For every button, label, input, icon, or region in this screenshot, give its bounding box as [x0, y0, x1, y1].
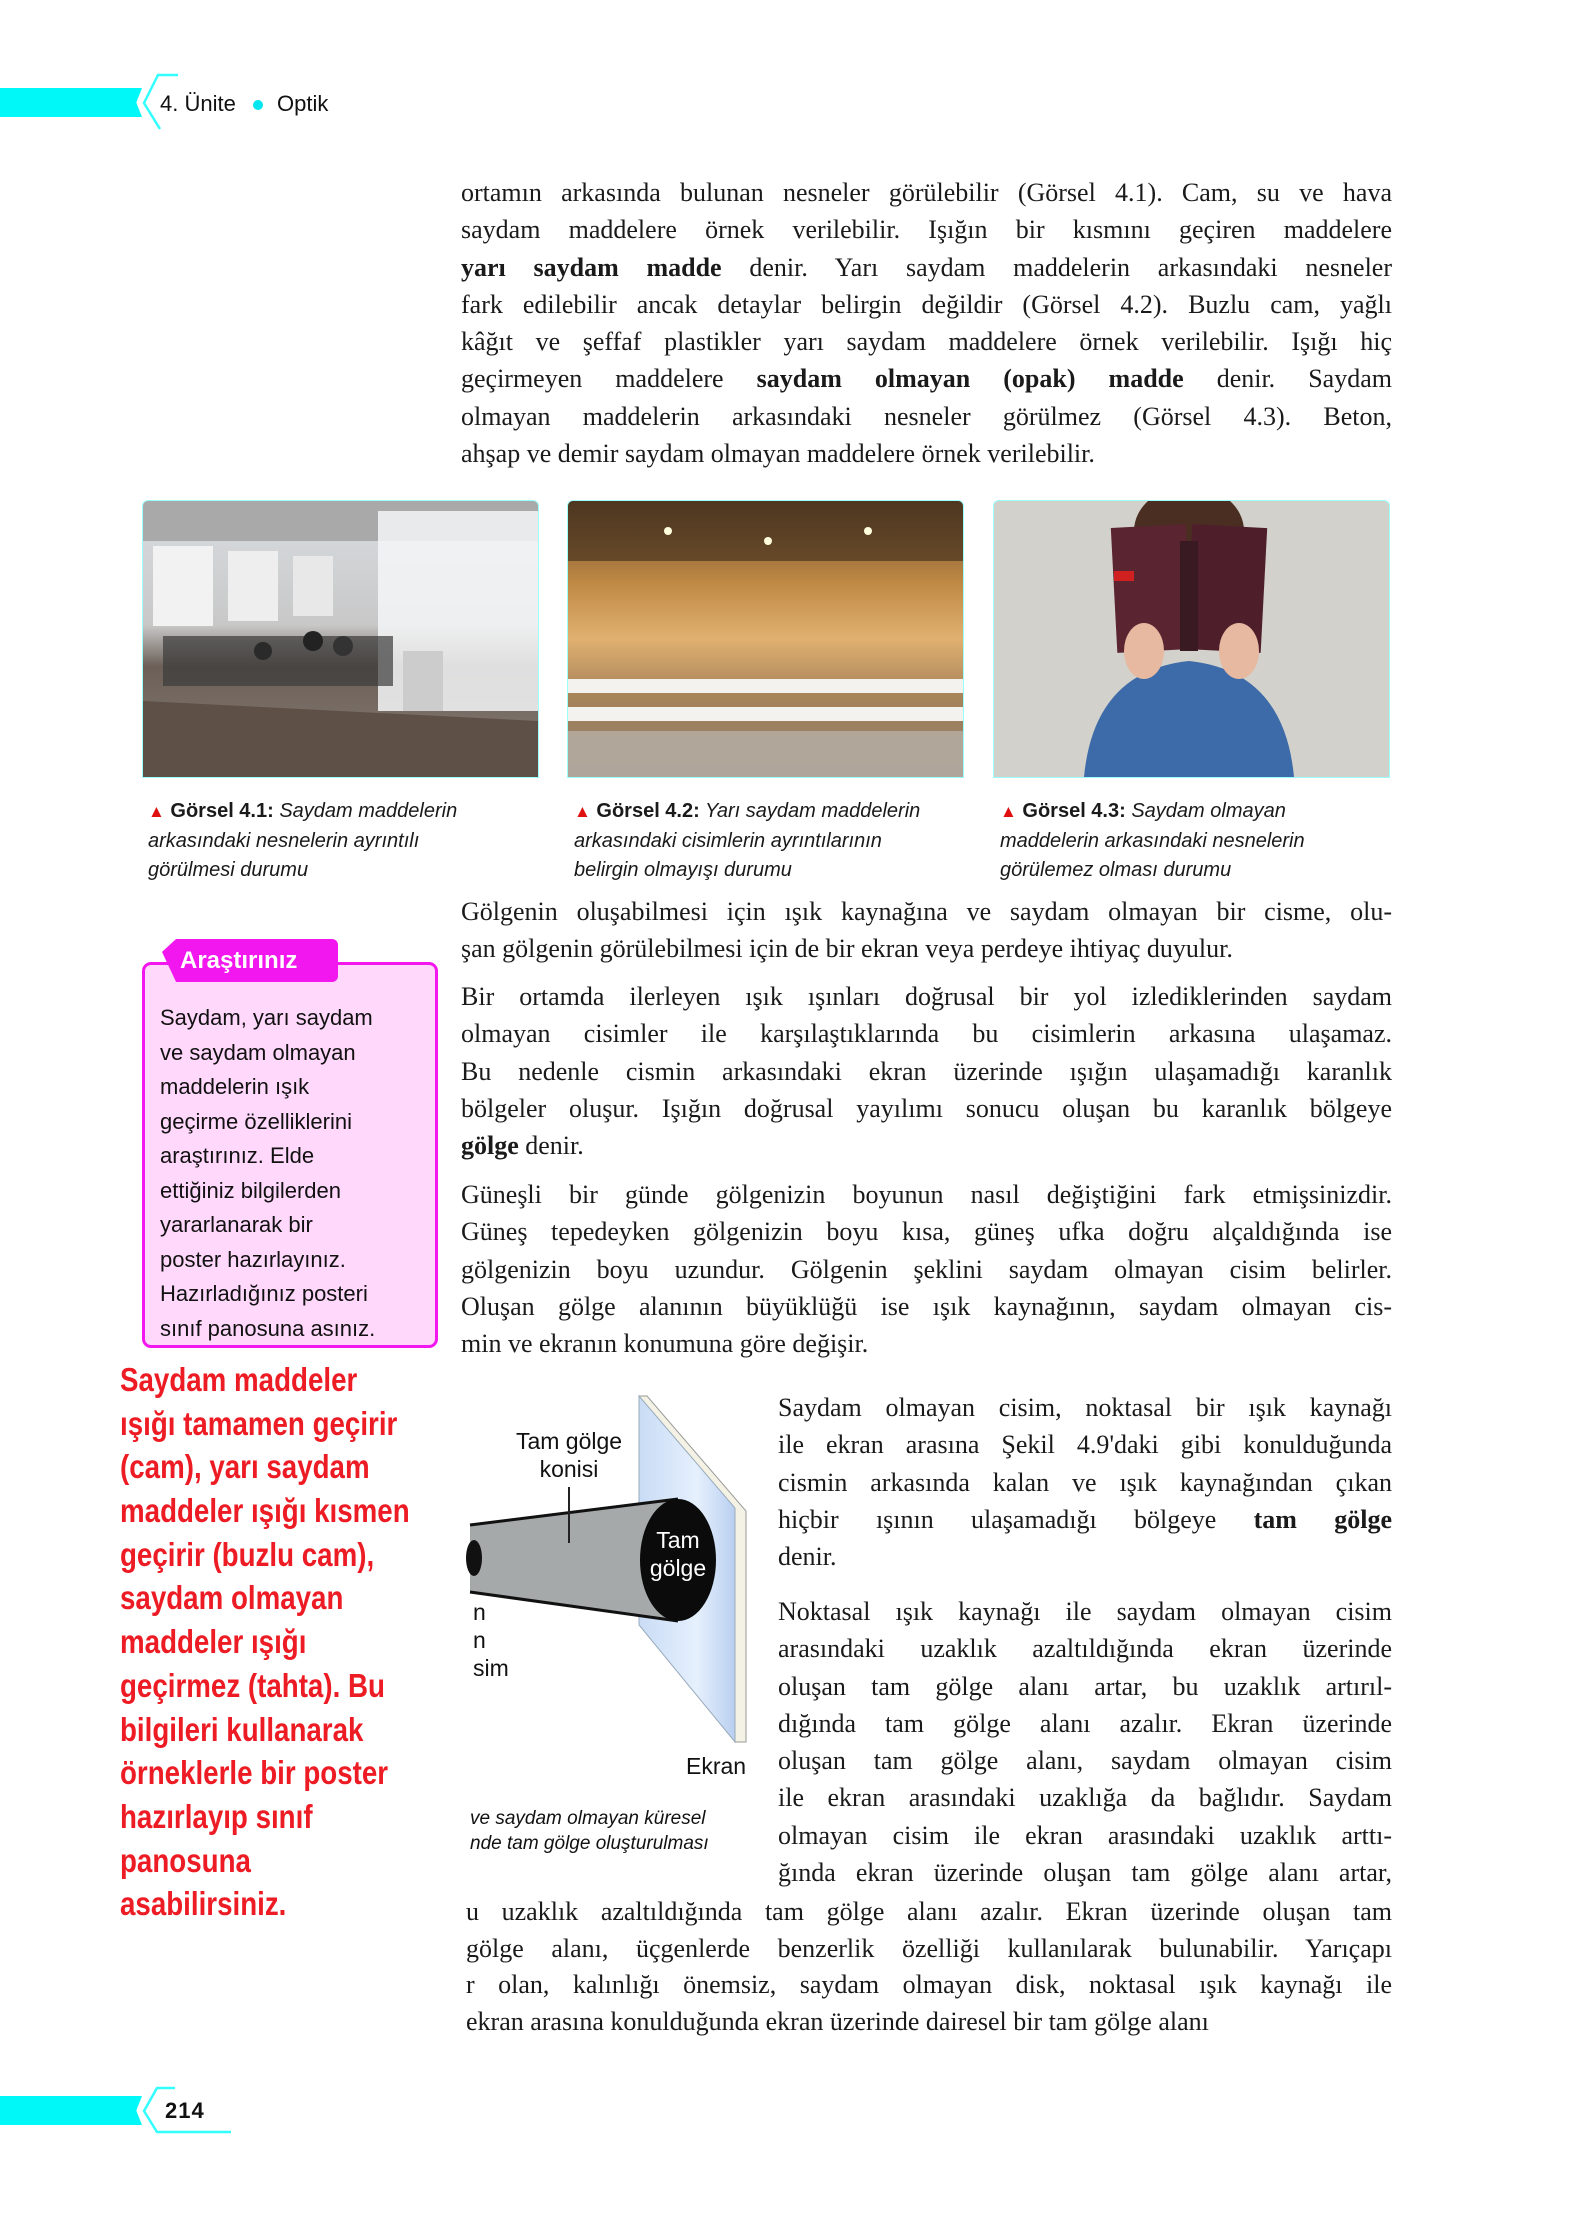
- key-term: yarı saydam madde: [461, 252, 722, 282]
- key-term: saydam olmayan (opak) madde: [756, 364, 1184, 394]
- red-note-line: maddeler ışığı: [120, 1623, 307, 1661]
- research-line: poster hazırlayınız.: [160, 1246, 346, 1272]
- diagram-caption: ve saydam olmayan küresel: [470, 1808, 706, 1829]
- red-note-line: hazırlayıp sınıf: [120, 1797, 313, 1835]
- caption-text: Yarı saydam maddelerin: [704, 800, 921, 822]
- red-note-line: saydam olmayan: [120, 1579, 344, 1617]
- text-line: oluşan tam gölge alanı artar, bu uzaklık artırıl-: [778, 1671, 1392, 1701]
- text-line: Gölgenin oluşabilmesi için ışık kaynağına ve saydam olmayan bir cisme, olu-: [461, 897, 1392, 926]
- red-note-line: geçirmez (tahta). Bu: [120, 1666, 385, 1704]
- red-note-line: asabilirsiniz.: [120, 1885, 287, 1923]
- opaque-object: [466, 1540, 482, 1576]
- footer-chevron-outline: [0, 2080, 260, 2140]
- text-line: bölgeler oluşur. Işığın doğrusal yayılımı sonucu oluşan bu karanlık bölgeye: [461, 1093, 1392, 1123]
- text-line: cismin arkasında kalan ve ışık kaynağından çıkan: [778, 1467, 1392, 1497]
- text-segment: denir. Yarı saydam maddelerin arkasındaki nesneler: [721, 252, 1393, 282]
- key-term: tam gölge: [1253, 1504, 1392, 1534]
- text-line: fark edilebilir ancak detaylar belirgin değildir (Görsel 4.2). Buzlu cam, yağlı: [461, 289, 1392, 319]
- page-number: 214: [165, 2098, 205, 2123]
- umbra-label: Tam gölge: [649, 1527, 707, 1581]
- paragraph-umbra-definition: [778, 1389, 1392, 1575]
- text-line: olmayan maddelerin arkasındaki nesneler görülmez (Görsel 4.3). Beton,: [461, 401, 1392, 431]
- text-line: Bu nedenle cismin arkasındaki ekran üzerinde ışığın ulaşamadığı karanlık: [461, 1056, 1392, 1086]
- key-term: gölge: [461, 1131, 519, 1161]
- text-line: ile ekran arasındaki uzaklığa da bağlıdır. Saydam: [778, 1783, 1392, 1813]
- red-note-line: (cam), yarı saydam: [120, 1448, 370, 1486]
- text-line: kâğıt ve şeffaf plastikler yarı saydam maddelere örnek verilebilir. Işığı hiç: [461, 327, 1392, 357]
- text-line: ile ekran arasına Şekil 4.9'daki gibi konulduğunda: [778, 1430, 1392, 1460]
- text-line: olmayan cisim ile ekran arasındaki uzaklık arttı-: [778, 1820, 1392, 1850]
- text-segment: denir. Saydam: [1183, 364, 1392, 394]
- caption-text: görülmesi durumu: [148, 859, 309, 881]
- text-line: Bir ortamda ilerleyen ışık ışınları doğrusal bir yol izlediklerinden saydam: [461, 982, 1392, 1011]
- text-line: olmayan cisimler ile karşılaştıklarında bu cisimlerin arkasına ulaşamaz.: [461, 1019, 1392, 1049]
- text-line: min ve ekranın konumuna göre değişir.: [461, 1329, 869, 1359]
- figure-caption-4-3: [1000, 797, 1390, 886]
- text-line: Noktasal ışık kaynağı ile saydam olmayan cisim: [778, 1597, 1392, 1626]
- red-note-line: geçirir (buzlu cam),: [120, 1535, 375, 1573]
- caption-text: Saydam maddelerin: [279, 800, 458, 822]
- text-line: ekran arasına konulduğunda ekran üzerinde dairesel bir tam gölge alanı: [466, 2006, 1209, 2036]
- text-line: Oluşan gölge alanının büyüklüğü ise ışık kaynağının, saydam olmayan cis-: [461, 1291, 1392, 1321]
- research-line: sınıf panosuna asınız.: [160, 1315, 376, 1341]
- caption-text: arkasındaki cisimlerin ayrıntılarının: [574, 829, 882, 852]
- text-segment: geçirmeyen maddelere: [461, 364, 757, 394]
- caption-text: görülemez olması durumu: [1000, 859, 1232, 881]
- text-line: gölgenizin boyu uzundur. Gölgenin şeklini saydam olmayan cisim belirler.: [461, 1254, 1392, 1284]
- text-line: [778, 1501, 1392, 1538]
- text-line: gölge alanı, üçgenlerde benzerlik özelliği kullanılarak bulunabilir. Yarıçapı: [466, 1933, 1392, 1963]
- triangle-marker-icon: ▲: [148, 802, 165, 821]
- text-line: oluşan tam gölge alanı, saydam olmayan cisim: [778, 1746, 1392, 1776]
- text-line: u uzaklık azaltıldığında tam gölge alanı azalır. Ekran üzerinde oluşan tam: [466, 1897, 1392, 1926]
- research-line: geçirme özelliklerini: [160, 1108, 352, 1134]
- red-note-line: örneklerle bir poster: [120, 1754, 389, 1792]
- text-line: denir.: [778, 1542, 837, 1572]
- unit-label: 4. Ünite: [160, 91, 236, 116]
- source-label-fragment: n: [473, 1599, 486, 1625]
- research-line: yararlanarak bir: [160, 1212, 313, 1237]
- red-note-line: panosuna: [120, 1841, 251, 1879]
- research-line: Saydam, yarı saydam: [160, 1005, 373, 1030]
- research-line: Hazırladığınız posteri: [160, 1281, 368, 1306]
- cone-label: Tam gölge konisi: [515, 1428, 623, 1482]
- text-line: ortamın arkasında bulunan nesneler görülebilir (Görsel 4.1). Cam, su ve hava: [461, 178, 1392, 207]
- text-line: Güneş tepedeyken gölgenizin boyu kısa, güneş ufka doğru alçaldığında ise: [461, 1217, 1392, 1247]
- umbra-diagram: [0, 0, 780, 1880]
- diagram-caption: nde tam gölge oluşturulması: [470, 1833, 709, 1854]
- text-line: r olan, kalınlığı önemsiz, saydam olmayan disk, noktasal ışık kaynağı ile: [466, 1970, 1392, 1999]
- figure-label: Görsel 4.2:: [596, 800, 700, 822]
- caption-text: Saydam olmayan: [1131, 800, 1286, 822]
- research-line: araştırınız. Elde: [160, 1143, 315, 1168]
- red-note-line: bilgileri kullanarak: [120, 1710, 364, 1748]
- red-note-line: ışığı tamamen geçirir: [120, 1404, 398, 1442]
- section-label: Optik: [277, 91, 329, 116]
- text-segment: denir.: [518, 1131, 584, 1161]
- caption-text: maddelerin arkasındaki nesnelerin: [1000, 829, 1305, 852]
- text-segment: hiçbir ışının ulaşamadığı bölgeye: [778, 1504, 1254, 1534]
- paragraph-distance-continued: [466, 1894, 1392, 2040]
- text-line: ahşap ve demir saydam olmayan maddelere örnek verilebilir.: [461, 439, 1095, 469]
- research-line: ettiğiniz bilgilerden: [160, 1177, 341, 1203]
- text-line: saydam maddelere örnek verilebilir. Işığın bir kısmını geçiren maddelere: [461, 215, 1392, 245]
- source-label-fragment: n: [473, 1627, 486, 1653]
- photo-person-behind-book: [993, 500, 1390, 778]
- figure-label: Görsel 4.3:: [1022, 800, 1126, 822]
- text-line: ğında ekran üzerinde oluşan tam gölge alanı artar,: [778, 1858, 1392, 1888]
- triangle-marker-icon: ▲: [574, 802, 591, 821]
- text-line: arasındaki uzaklık azaltıldığında ekran üzerinde: [778, 1634, 1392, 1664]
- text-line: şan gölgenin görülebilmesi için de bir ekran veya perdeye ihtiyaç duyulur.: [461, 934, 1233, 964]
- figure-label: Görsel 4.1:: [170, 800, 274, 822]
- text-line: Güneşli bir günde gölgenizin boyunun nasıl değiştiğini fark etmişsinizdir.: [461, 1180, 1392, 1209]
- caption-text: belirgin olmayışı durumu: [574, 859, 792, 881]
- triangle-marker-icon: ▲: [1000, 802, 1017, 821]
- red-note-line: Saydam maddeler: [120, 1361, 358, 1398]
- paragraph-distance-effect: [778, 1593, 1392, 1891]
- screen-label: Ekran: [686, 1753, 747, 1779]
- research-line: maddelerin ışık: [160, 1074, 310, 1099]
- red-note-line: maddeler ışığı kısmen: [120, 1492, 410, 1530]
- text-line: dığında tam gölge alanı azalır. Ekran üzerinde: [778, 1708, 1392, 1738]
- research-line: ve saydam olmayan: [160, 1039, 356, 1065]
- research-box-title: Araştırınız: [180, 947, 298, 974]
- caption-text: arkasındaki nesnelerin ayrıntılı: [148, 829, 420, 852]
- object-label-fragment: sim: [473, 1655, 509, 1681]
- text-line: Saydam olmayan cisim, noktasal bir ışık kaynağı: [778, 1393, 1392, 1422]
